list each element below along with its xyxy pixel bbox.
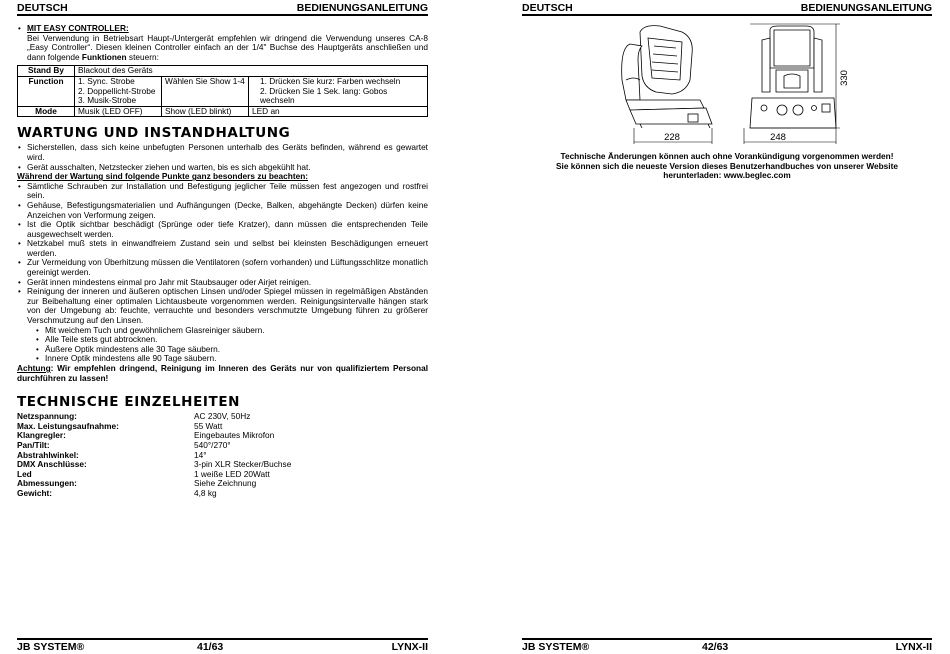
easy-controller-title: • MIT EASY CONTROLLER: (27, 23, 129, 33)
front-view-drawing (750, 26, 836, 128)
spec-row: Led 1 weiße LED 20Watt (17, 468, 270, 479)
table-cell: Blackout des Geräts (75, 66, 428, 77)
spec-row: DMX Anschlüsse: 3-pin XLR Stecker/Buchse (17, 459, 292, 470)
dimension-height: 330 (839, 70, 850, 86)
page-header (522, 2, 932, 14)
table-key: Function (18, 76, 75, 106)
page-footer (522, 638, 932, 652)
maintenance-heading: WARTUNG UND INSTANDHALTUNG (17, 125, 291, 142)
list-item: • Gerät ausschalten, Netzstecker ziehen und warten, bis es sich abgekühlt hat. (17, 163, 428, 173)
spec-row: Abmessungen: Siehe Zeichnung (17, 478, 257, 489)
footer-page-number: 41/63 (197, 641, 224, 653)
header-title: BEDIENUNGSANLEITUNG (296, 2, 428, 14)
page-body (17, 24, 428, 499)
spec-list (17, 412, 428, 498)
spec-row: Pan/Tilt: 540°/270° (17, 439, 231, 450)
page-footer (17, 638, 428, 652)
list-item: • Sicherstellen, dass sich keine unbefugten Personen unterhalb des Geräts befinden, während es gewartet wird. (17, 143, 428, 162)
table-key: Stand By (18, 66, 75, 77)
spec-row: Klangregler: Eingebautes Mikrofon (17, 430, 275, 441)
page-header (17, 2, 428, 14)
table-row (18, 76, 428, 106)
spec-row: Abstrahlwinkel: 14° (17, 449, 207, 460)
sub-list-item: • Äußere Optik mindestens alle 30 Tage säubern. (17, 345, 428, 355)
easy-controller-text: Bei Verwendung in Betriebsart Haupt-/Untergerät empfehlen wir dringend die Verwendung unseres CA-8 „Easy Controller“. Diesen kleinen Controller einfach an der 1/4" Buchse des Hauptgeräts anschließen und dann folgende Funktionen steuern: (27, 32, 428, 62)
list-item: • Sämtliche Schrauben zur Installation und Befestigung jeglicher Teile müssen fest angezogen und rostfrei sein. (17, 182, 428, 201)
warning-note: Achtung: Wir empfehlen dringend, Reinigung im Inneren des Geräts nur von qualifiziertem Personal durchführen zu lassen! (17, 363, 428, 383)
spec-row: Gewicht: 4,8 kg (17, 487, 217, 498)
footer-model: LYNX-II (895, 641, 932, 653)
sub-list-item: • Alle Teile stets gut abtrocknen. (17, 335, 428, 345)
list-item: • Reinigung der inneren und äußeren optischen Linsen und/oder Spiegel müssen in regelmäßigen Abständen zur Beibehaltung einer optimalen Lichtausbeute vorgenommen werden. Reinigungsintervalle hängen stark von der Umgebung ab: feuchte, verrauchte und besonders verschmutzte Umgebung führen zu größerer Verschmutzung auf den Linsen. (17, 287, 428, 325)
spec-row: Netzspannung: AC 230V, 50Hz (17, 411, 251, 422)
list-item: • Ist die Optik sichtbar beschädigt (Sprünge oder tiefe Kratzer), dann müssen die entsprechenden Teile ausgewechselt werden. (17, 220, 428, 239)
header-rule (522, 14, 932, 16)
header-rule (17, 14, 428, 16)
maintenance-subheading: Während der Wartung sind folgende Punkte ganz besonders zu beachten: (17, 171, 309, 182)
list-item: • Zur Vermeidung von Überhitzung müssen die Ventilatoren (sofern vorhanden) und Lüftungsschlitze monatlich gereinigt werden. (17, 258, 428, 277)
footer-brand: JB SYSTEM® (522, 641, 590, 653)
table-cell: 1. Sync. Strobe 2. Doppellicht-Strobe 3. Musik-Strobe (75, 76, 162, 106)
footer-model: LYNX-II (391, 641, 428, 653)
dimension-drawing (522, 20, 932, 150)
table-cell: Show (LED blinkt) (162, 106, 249, 117)
easy-controller-section (17, 24, 428, 62)
spec-row: Max. Leistungsaufnahme: 55 Watt (17, 420, 223, 431)
list-item: • Netzkabel muß stets in einwandfreiem Zustand sein und selbst bei kleinsten Beschädigungen erneuert werden. (17, 239, 428, 258)
footer-brand: JB SYSTEM® (17, 641, 85, 653)
page-left (17, 0, 428, 654)
tech-heading: TECHNISCHE EINZELHEITEN (17, 394, 241, 411)
page-right (522, 0, 932, 654)
list-item: • Gerät innen mindestens einmal pro Jahr mit Staubsauger oder Airjet reinigen. (17, 278, 428, 288)
footer-page-number: 42/63 (702, 641, 729, 653)
table-row (18, 66, 428, 77)
side-view-drawing (622, 26, 712, 128)
dimension-side-width: 228 (664, 132, 680, 143)
dimension-front-width: 248 (770, 132, 786, 143)
table-cell: LED an (249, 106, 428, 117)
controller-table (17, 65, 428, 117)
table-row (18, 106, 428, 117)
table-key: Mode (18, 106, 75, 117)
sub-list-item: • Mit weichem Tuch und gewöhnlichem Glasreiniger säubern. (17, 326, 428, 336)
header-language: DEUTSCH (17, 2, 68, 14)
table-cell: Musik (LED OFF) (75, 106, 162, 117)
header-language: DEUTSCH (522, 2, 573, 14)
table-cell: 1. Drücken Sie kurz: Farben wechseln 2. Drücken Sie 1 Sek. lang: Gobos wechseln (249, 76, 428, 106)
header-title: BEDIENUNGSANLEITUNG (800, 2, 932, 14)
list-item: • Gehäuse, Befestigungsmaterialien und Aufhängungen (Decke, Balken, abgehängte Decken) dürfen keine Anzeichen von Verformung zeigen. (17, 201, 428, 220)
table-cell: Wählen Sie Show 1-4 (162, 76, 249, 106)
sub-list-item: • Innere Optik mindestens alle 90 Tage säubern. (17, 354, 428, 364)
notice-text: Technische Änderungen können auch ohne Vorankündigung vorgenommen werden! Sie können sich die neueste Version dieses Benutzerhandbuches von unserer Website herunterladen: www.beglec.com (556, 151, 898, 181)
